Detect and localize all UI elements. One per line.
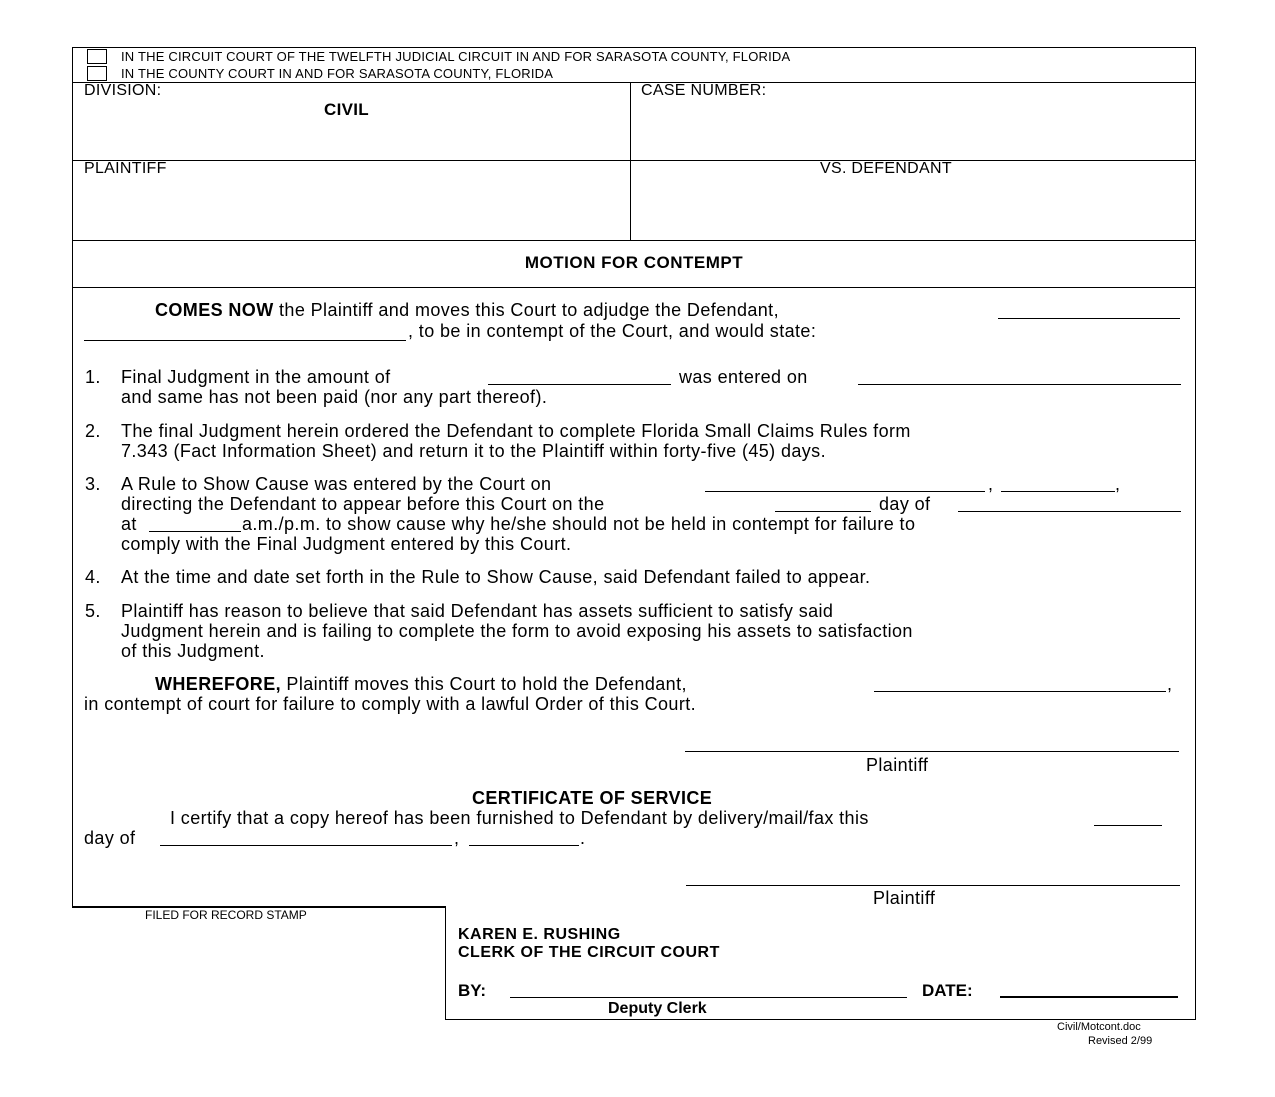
item-3-text-c: day of (879, 494, 931, 514)
frame-step (445, 907, 446, 1020)
defendant-name-blank-2[interactable] (84, 340, 406, 341)
certificate-month-blank[interactable] (160, 845, 452, 846)
plaintiff-label: PLAINTIFF (84, 160, 167, 177)
item-2-number: 2. (85, 421, 101, 441)
item-1-text-c: and same has not been paid (nor any part thereof). (121, 387, 548, 407)
appear-month-blank[interactable] (958, 511, 1181, 512)
deputy-clerk-label: Deputy Clerk (608, 1000, 707, 1017)
item-3-comma-2: , (1115, 474, 1121, 494)
division-value: CIVIL (324, 100, 369, 119)
division-label: DIVISION: (84, 82, 162, 99)
item-5-number: 5. (85, 601, 101, 621)
rule-year-blank[interactable] (1001, 491, 1115, 492)
plaintiff-signature-line-2[interactable] (686, 885, 1180, 886)
item-2-text-a: The final Judgment herein ordered the Defendant to complete Florida Small Claims Rules form (121, 421, 911, 441)
item-3-number: 3. (85, 474, 101, 494)
judgment-date-blank[interactable] (858, 384, 1181, 385)
item-2-text-b: 7.343 (Fact Information Sheet) and return it to the Plaintiff within forty-five (45) days. (121, 441, 826, 461)
plaintiff-signature-line[interactable] (685, 751, 1179, 752)
item-1-number: 1. (85, 367, 101, 387)
defendant-label: VS. DEFENDANT (820, 160, 952, 177)
wherefore-line-2: in contempt of court for failure to comply with a lawful Order of this Court. (84, 694, 697, 714)
intro-line-1: COMES NOW the Plaintiff and moves this Court to adjudge the Defendant, (155, 300, 779, 320)
intro-lead: COMES NOW (155, 300, 274, 320)
circuit-court-checkbox[interactable] (87, 49, 107, 64)
appear-day-blank[interactable] (775, 511, 871, 512)
divider (72, 82, 1196, 83)
item-5-text-b: Judgment herein and is failing to complete the form to avoid exposing his assets to satisfaction (121, 621, 913, 641)
item-3-comma-1: , (988, 474, 994, 494)
wherefore-comma: , (1167, 674, 1173, 694)
frame-bottom (445, 1019, 1196, 1020)
appear-time-blank[interactable] (149, 531, 241, 532)
item-5-text-c: of this Judgment. (121, 641, 265, 661)
date-line[interactable] (1000, 996, 1178, 998)
divider (72, 160, 1196, 161)
date-label: DATE: (922, 981, 973, 1000)
certificate-line-1: I certify that a copy hereof has been furnished to Defendant by delivery/mail/fax this (170, 808, 869, 828)
item-4-number: 4. (85, 567, 101, 587)
certificate-line-2b: , (454, 828, 460, 848)
by-label: BY: (458, 981, 487, 1000)
divider (630, 82, 631, 240)
item-3-text-d2: a.m./p.m. to show cause why he/she should not be held in contempt for failure to (242, 514, 916, 534)
item-1-text-b: was entered on (679, 367, 808, 387)
divider (72, 287, 1196, 288)
certificate-line-2c: . (580, 828, 586, 848)
clerk-name: KAREN E. RUSHING (458, 926, 621, 943)
certificate-line-2a: day of (84, 828, 136, 848)
intro-line-2: , to be in contempt of the Court, and would state: (408, 321, 817, 341)
defendant-name-blank[interactable] (998, 318, 1180, 319)
document-title: MOTION FOR CONTEMPT (524, 253, 744, 272)
footer-doc: Civil/Motcont.doc (1057, 1021, 1141, 1033)
item-5-text-a: Plaintiff has reason to believe that said Defendant has assets sufficient to satisfy said (121, 601, 834, 621)
wherefore-line-1: WHEREFORE, Plaintiff moves this Court to hold the Defendant, (155, 674, 687, 694)
item-4-text: At the time and date set forth in the Rule to Show Cause, said Defendant failed to appear. (121, 567, 871, 587)
item-3-text-d1: at (121, 514, 137, 534)
case-number-label: CASE NUMBER: (641, 82, 767, 99)
certificate-title: CERTIFICATE OF SERVICE (472, 788, 713, 808)
county-court-checkbox[interactable] (87, 66, 107, 81)
court-option-county: IN THE COUNTY COURT IN AND FOR SARASOTA COUNTY, FLORIDA (121, 66, 554, 81)
certificate-year-blank[interactable] (469, 845, 579, 846)
filed-stamp-label: FILED FOR RECORD STAMP (145, 908, 307, 922)
court-option-circuit: IN THE CIRCUIT COURT OF THE TWELFTH JUDICIAL CIRCUIT IN AND FOR SARASOTA COUNTY, FLORIDA (121, 49, 791, 64)
plaintiff-signature-label: Plaintiff (866, 755, 929, 775)
footer-revised: Revised 2/99 (1088, 1035, 1153, 1047)
item-3-text-a: A Rule to Show Cause was entered by the Court on (121, 474, 552, 494)
frame-right (1195, 47, 1196, 1019)
plaintiff-signature-label-2: Plaintiff (873, 888, 936, 908)
wherefore-lead: WHEREFORE, (155, 674, 282, 694)
clerk-title: CLERK OF THE CIRCUIT COURT (458, 944, 720, 961)
item-3-text-e: comply with the Final Judgment entered by this Court. (121, 534, 572, 554)
frame-top (72, 47, 1196, 48)
certificate-day-blank[interactable] (1094, 825, 1162, 826)
frame-left (72, 47, 73, 908)
item-1-text-a: Final Judgment in the amount of (121, 367, 391, 387)
deputy-signature-line[interactable] (510, 997, 907, 998)
divider (72, 240, 1196, 241)
item-3-text-b: directing the Defendant to appear before this Court on the (121, 494, 605, 514)
rule-date-blank[interactable] (705, 491, 985, 492)
judgment-amount-blank[interactable] (488, 384, 671, 385)
wherefore-defendant-blank[interactable] (874, 691, 1166, 692)
